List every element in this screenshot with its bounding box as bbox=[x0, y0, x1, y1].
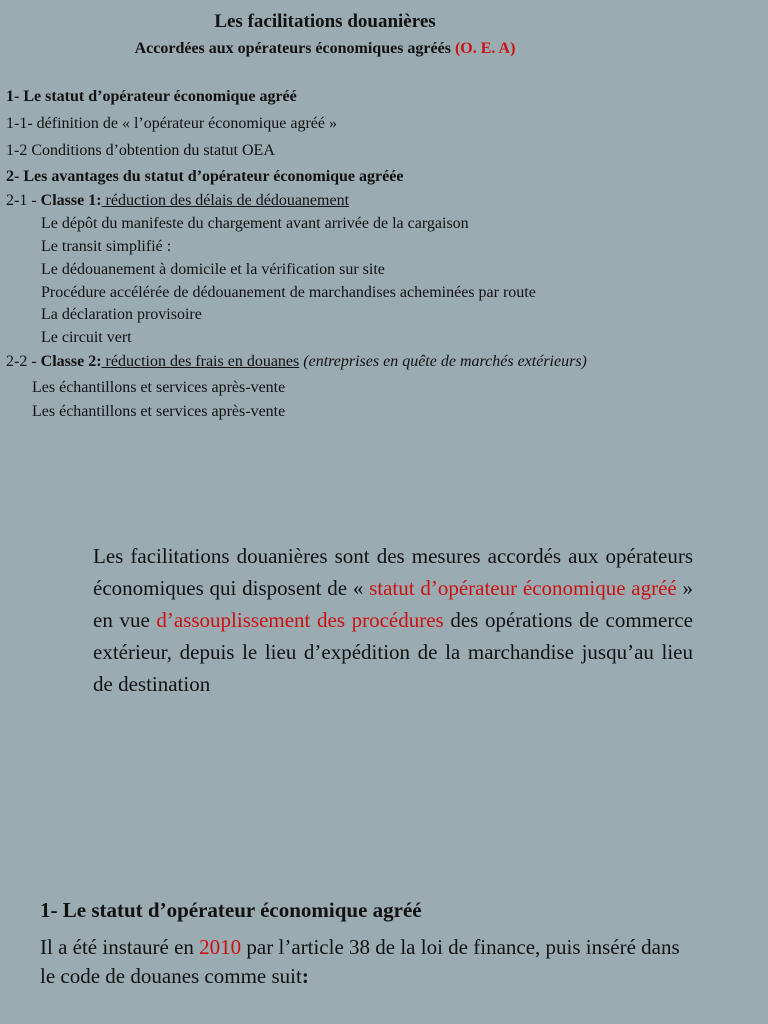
list-item: Le dédouanement à domicile et la vérification sur site bbox=[41, 261, 385, 278]
outline-2-1-prefix: 2-1 - bbox=[6, 192, 41, 209]
list-item: Le transit simplifié : bbox=[41, 238, 172, 255]
section-body bbox=[40, 933, 680, 991]
outline-2-1-text: réduction des délais de dédouanement bbox=[101, 192, 350, 209]
list-item: La déclaration provisoire bbox=[41, 306, 202, 323]
section-colon: : bbox=[301, 964, 309, 988]
subtitle-acronym: (O. E. A) bbox=[454, 40, 516, 57]
para-highlight-1: statut d’opérateur économique agréé bbox=[369, 576, 677, 600]
section-year: 2010 bbox=[199, 935, 242, 959]
outline-heading-2: 2- Les avantages du statut d’opérateur économique agréée bbox=[6, 168, 404, 185]
definition-paragraph bbox=[93, 540, 693, 700]
outline-heading-1: 1- Le statut d’opérateur économique agréé bbox=[6, 88, 297, 105]
section-text-1: Il a été instauré en bbox=[40, 935, 200, 959]
list-item: Les échantillons et services après-vente bbox=[32, 379, 286, 396]
outline-2-2-prefix: 2-2 - bbox=[6, 353, 41, 370]
list-item: Le circuit vert bbox=[41, 329, 132, 346]
para-text-1: Les facilitations douanières sont des mesures accordés aux opérateurs économiques qui disposent de « bbox=[93, 544, 693, 600]
section-heading: 1- Le statut d’opérateur économique agréé bbox=[40, 898, 422, 922]
outline-item-1-2: 1-2 Conditions d’obtention du statut OEA bbox=[6, 142, 275, 159]
outline-2-1-classe: Classe 1: bbox=[40, 192, 102, 209]
para-text-2: » en vue bbox=[93, 576, 693, 632]
list-item: Le dépôt du manifeste du chargement avant arrivée de la cargaison bbox=[41, 215, 469, 232]
section-text-2: par l’article 38 de la loi de finance, puis inséré dans le code de douanes comme suit bbox=[40, 935, 680, 988]
subtitle-text: Accordées aux opérateurs économiques agréés bbox=[134, 40, 455, 57]
outline-item-2-2 bbox=[6, 352, 587, 372]
para-text-3: des opérations de commerce extérieur, depuis le lieu d’expédition de la marchandise jusqu’au lieu de destination bbox=[93, 608, 693, 696]
list-item: Les échantillons et services après-vente bbox=[32, 403, 286, 420]
outline-2-2-note: (entreprises en quête de marchés extérieurs) bbox=[299, 353, 587, 370]
outline-item-1-1: 1-1- définition de « l’opérateur économique agréé » bbox=[6, 115, 337, 132]
outline-2-2-text: réduction des frais en douanes bbox=[101, 353, 300, 370]
page-title: Les facilitations douanières bbox=[214, 11, 436, 32]
list-item: Procédure accélérée de dédouanement de marchandises acheminées par route bbox=[41, 284, 536, 301]
para-highlight-2: d’assouplissement des procédures bbox=[156, 608, 444, 632]
outline-item-2-1 bbox=[6, 191, 349, 211]
outline-2-2-classe: Classe 2: bbox=[40, 353, 102, 370]
page-subtitle bbox=[0, 40, 650, 58]
